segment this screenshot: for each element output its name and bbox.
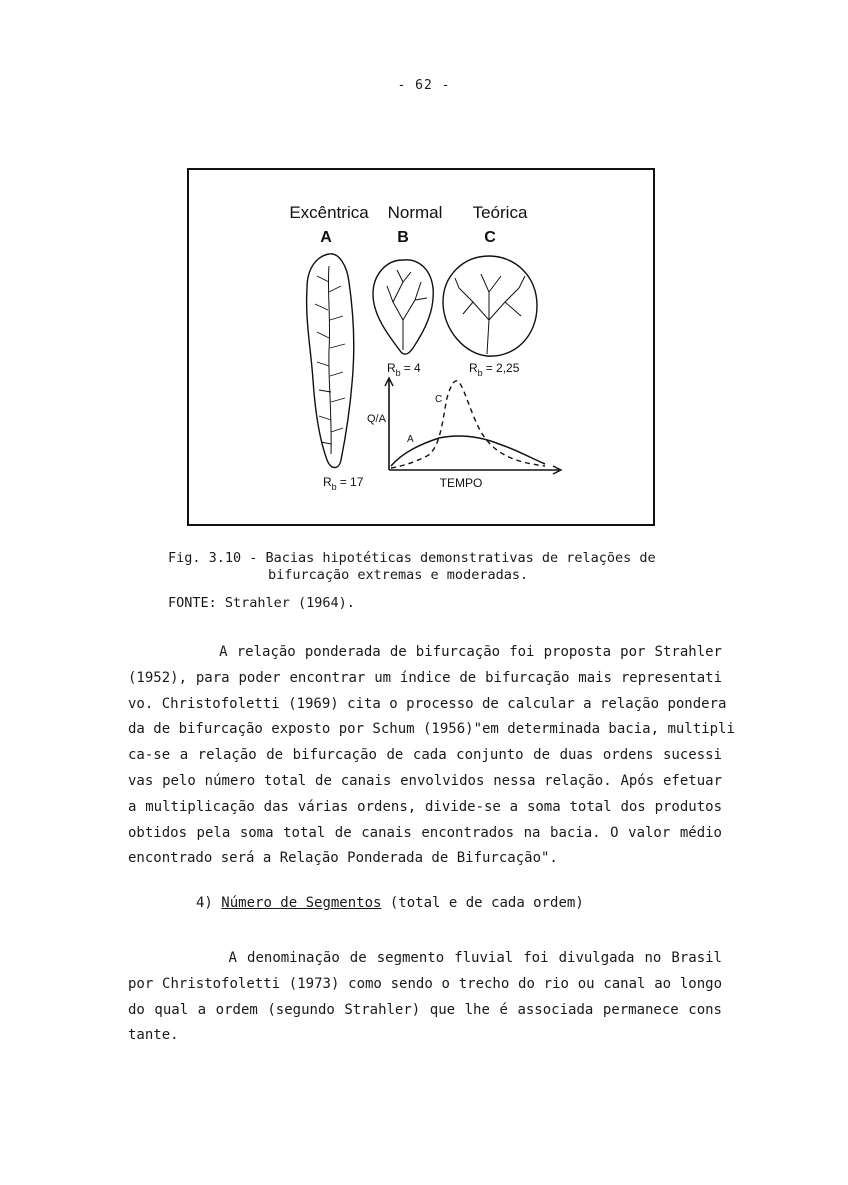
basin-c-shape — [443, 256, 537, 356]
paragraph-line: obtidos pela soma total de canais encontrados na bacia. O valor médio — [128, 824, 722, 841]
figure-source: FONTE: Strahler (1964). — [168, 595, 355, 611]
basin-b-shape — [373, 260, 433, 354]
paragraph-line: tante. — [128, 1027, 179, 1044]
caption-line-1: Fig. 3.10 - Bacias hipotéticas demonstrativas de relações de — [168, 550, 656, 566]
page-number: - 62 - — [397, 78, 451, 93]
hydrograph — [367, 378, 561, 490]
basin-a-shape — [307, 254, 354, 468]
figure-caption — [168, 550, 708, 584]
caption-line-2: bifurcação extremas e moderadas. — [268, 567, 529, 583]
paragraph-line: A relação ponderada de bifurcação foi proposta por Strahler — [128, 644, 722, 660]
paragraph-line: do qual a ordem (segundo Strahler) que lhe é associada permanece cons — [128, 1001, 722, 1018]
heading-underlined: Número de Segmentos — [221, 895, 382, 911]
section-heading — [196, 895, 584, 911]
heading-suffix: (total e de cada ordem) — [381, 895, 584, 911]
label-teorica: Teórica — [472, 203, 528, 222]
label-excentrica: Excêntrica — [289, 203, 369, 222]
y-axis-label: Q/A — [367, 413, 386, 425]
paragraph-line: ca-se a relação de bifurcação de cada conjunto de duas ordens sucessi — [128, 747, 722, 764]
rb-c-label: $R_b = 2,25$ — [469, 361, 520, 378]
paragraph-line: a multiplicação das várias ordens, divide-se a soma total dos produtos — [128, 798, 722, 815]
paragraph-line: da de bifurcação exposto por Schum (1956)"em determinada bacia, multipli — [128, 721, 735, 738]
paragraph-line: vo. Christofoletti (1969) cita o processo de calcular a relação pondera — [128, 695, 727, 712]
rb-b-label: $R_b = 4$ — [387, 361, 421, 378]
paragraph-1 — [128, 640, 735, 872]
paragraph-line: A denominação de segmento fluvial foi divulgada no Brasil — [128, 950, 722, 966]
curve-a — [391, 436, 545, 466]
paragraph-2 — [128, 946, 722, 1049]
heading-prefix: 4) — [196, 895, 222, 911]
paragraph-line: encontrado será a Relação Ponderada de Bifurcação". — [128, 850, 558, 867]
figure-3-10 — [187, 168, 655, 526]
paragraph-line: vas pelo número total de canais envolvidos nessa relação. Após efetuar — [128, 772, 722, 789]
rb-a-label: $R_b = 17$ — [323, 475, 364, 492]
curve-a-label: A — [407, 434, 414, 445]
paragraph-line: por Christofoletti (1973) como sendo o trecho do rio ou canal ao longo — [128, 975, 722, 992]
curve-c — [391, 381, 545, 468]
letter-a: A — [320, 229, 332, 246]
label-normal: Normal — [387, 203, 443, 222]
paragraph-line: (1952), para poder encontrar um índice de bifurcação mais representati — [128, 669, 722, 686]
x-axis-label: TEMPO — [439, 476, 483, 490]
letter-c: C — [484, 229, 496, 246]
letter-b: B — [397, 229, 409, 246]
curve-c-label: C — [435, 394, 443, 405]
figure-illustration — [189, 170, 653, 524]
